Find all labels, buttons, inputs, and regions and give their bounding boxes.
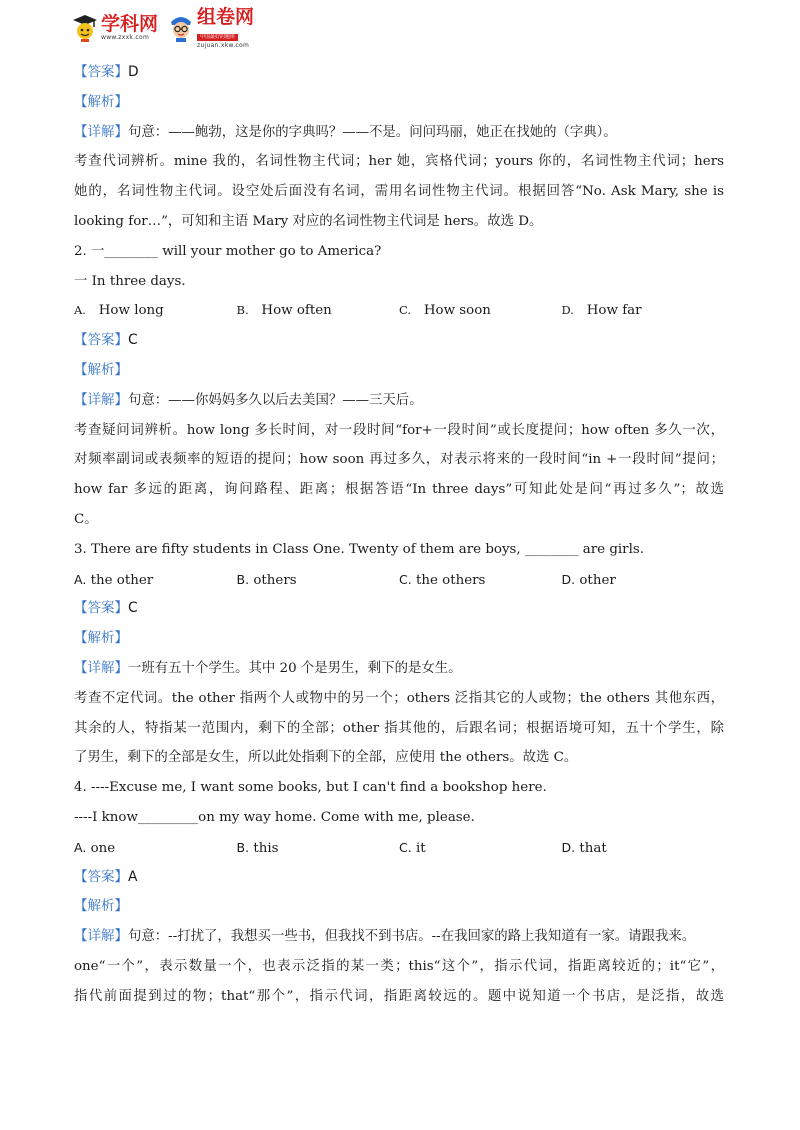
q2-analysis <box>74 356 724 386</box>
q3-detail-line: 考查不定代词。the other 指两个人或物中的另一个；others 泛指其它的人或物；the others 其他东西， <box>74 690 724 706</box>
xuekewang-name: 学科网 <box>101 13 159 35</box>
detail-label: 【详解】 <box>74 391 128 408</box>
q2-detail-line <box>74 386 724 416</box>
option-c: C. the others <box>399 571 486 588</box>
option-b: B. others <box>236 571 297 588</box>
zujuanwang-banner: 中国最好的题库 <box>197 34 238 41</box>
detail-text: 一班有五十个学生。其中 20 个是男生，剩下的是女生。 <box>128 660 462 676</box>
q2-detail-line: how far 多远的距离，询问路程、距离；根据答语“In three days”可知此处是问“再过多久”；故选 <box>74 482 724 498</box>
q2-detail-line: 对频率副词或表频率的短语的提问；how soon 再过多久，对表示将来的一段时间“in +一段时间”提问； <box>74 452 724 468</box>
document-content <box>74 58 724 1012</box>
q2-answer <box>74 326 724 356</box>
q4-detail-line: one“一个”，表示数量一个，也表示泛指的某一类；this“这个”，指示代词，指距离较近的；it“它”， <box>74 958 724 974</box>
option-c: C. it <box>399 839 426 856</box>
q1-analysis <box>74 88 724 118</box>
answer-value: C <box>128 332 138 349</box>
q1-detail-line: 她的，名词性物主代词。设空处后面没有名词，需用名词性物主代词。根据回答“No. Ask Mary, she is <box>74 184 724 200</box>
detail-text: 句意：——鲍勃，这是你的字典吗？——不是。问问玛丽，她正在找她的（字典）。 <box>128 124 617 140</box>
detail-text: 句意：--打扰了，我想买一些书，但我找不到书店。--在我回家的路上我知道有一家。请跟我来。 <box>128 929 696 945</box>
q4-detail-line <box>74 922 724 952</box>
option-a: A. the other <box>74 571 154 588</box>
q3-answer <box>74 594 724 624</box>
xuekewang-url: www.zxxk.com <box>101 34 150 41</box>
q1-detail-line: looking for…”，可知和主语 Mary 对应的名词性物主代词是 hers。故选 D。 <box>74 213 543 229</box>
option-d: D. that <box>561 839 607 856</box>
option-b: B. this <box>236 839 279 856</box>
header-logos <box>72 5 255 49</box>
answer-label: 【答案】 <box>74 600 128 617</box>
q2-stem: 2. 一________ will your mother go to America? <box>74 243 382 259</box>
analysis-label: 【解析】 <box>74 630 128 647</box>
detail-label: 【详解】 <box>74 928 128 945</box>
option-b: B. How often <box>236 303 332 319</box>
q3-options <box>74 565 724 595</box>
q2-options <box>74 296 724 326</box>
detail-label: 【详解】 <box>74 123 128 140</box>
answer-value: C <box>128 600 138 617</box>
analysis-label: 【解析】 <box>74 93 128 110</box>
q4-detail-line: 指代前面提到过的物；that“那个”，指示代词，指距离较远的。题中说知道一个书店，是泛指，故选 <box>74 988 724 1004</box>
q4-options <box>74 833 724 863</box>
q3-detail-line: 其余的人，特指某一范围内，剩下的全部；other 指其他的，后跟名词；根据语境可知，五十个学生，除 <box>74 720 724 736</box>
analysis-label: 【解析】 <box>74 898 128 915</box>
option-d: D. other <box>561 571 616 588</box>
kid-mascot-icon <box>168 13 194 43</box>
q1-detail-line: 考查代词辨析。mine 我的，名词性物主代词；her 她，宾格代词；yours 你的，名词性物主代词；hers <box>74 154 724 170</box>
analysis-label: 【解析】 <box>74 361 128 378</box>
zujuanwang-name: 组卷网 <box>197 5 255 28</box>
q2-reply: 一 In three days. <box>74 273 186 289</box>
q1-detail-line <box>74 118 724 148</box>
answer-value: A <box>128 868 138 885</box>
q3-stem: 3. There are fifty students in Class One. Twenty of them are boys, ________ are girls. <box>74 541 644 557</box>
q4-analysis <box>74 892 724 922</box>
answer-label: 【答案】 <box>74 332 128 349</box>
xuekewang-logo[interactable] <box>72 13 158 43</box>
zujuanwang-logo[interactable] <box>168 5 255 49</box>
q3-detail-line: 了男生，剩下的全部是女生，所以此处指剩下的全部，应使用 the others。故选 C。 <box>74 750 578 766</box>
q4-stem: 4. ----Excuse me, I want some books, but I can't find a bookshop here. <box>74 780 547 796</box>
q2-detail-line: 考查疑问词辨析。how long 多长时间，对一段时间“for+一段时间”或长度提问；how often 多久一次， <box>74 422 724 438</box>
q3-detail-line <box>74 654 724 684</box>
option-a: A. How long <box>74 303 164 319</box>
answer-label: 【答案】 <box>74 64 128 80</box>
q1-answer <box>74 58 724 88</box>
option-c: C. How soon <box>399 303 491 319</box>
answer-value: D <box>128 64 139 80</box>
option-d: D. How far <box>561 303 642 319</box>
detail-text: 句意：——你妈妈多久以后去美国？——三天后。 <box>128 392 423 408</box>
q3-analysis <box>74 624 724 654</box>
zujuanwang-url: zujuan.xkw.com <box>197 41 250 49</box>
q4-answer <box>74 863 724 893</box>
answer-label: 【答案】 <box>74 868 128 885</box>
q2-detail-line: C。 <box>74 511 98 527</box>
option-a: A. one <box>74 839 116 856</box>
detail-label: 【详解】 <box>74 659 128 676</box>
graduate-mascot-icon <box>72 13 98 43</box>
q4-reply: ----I know_________on my way home. Come with me, please. <box>74 809 475 825</box>
